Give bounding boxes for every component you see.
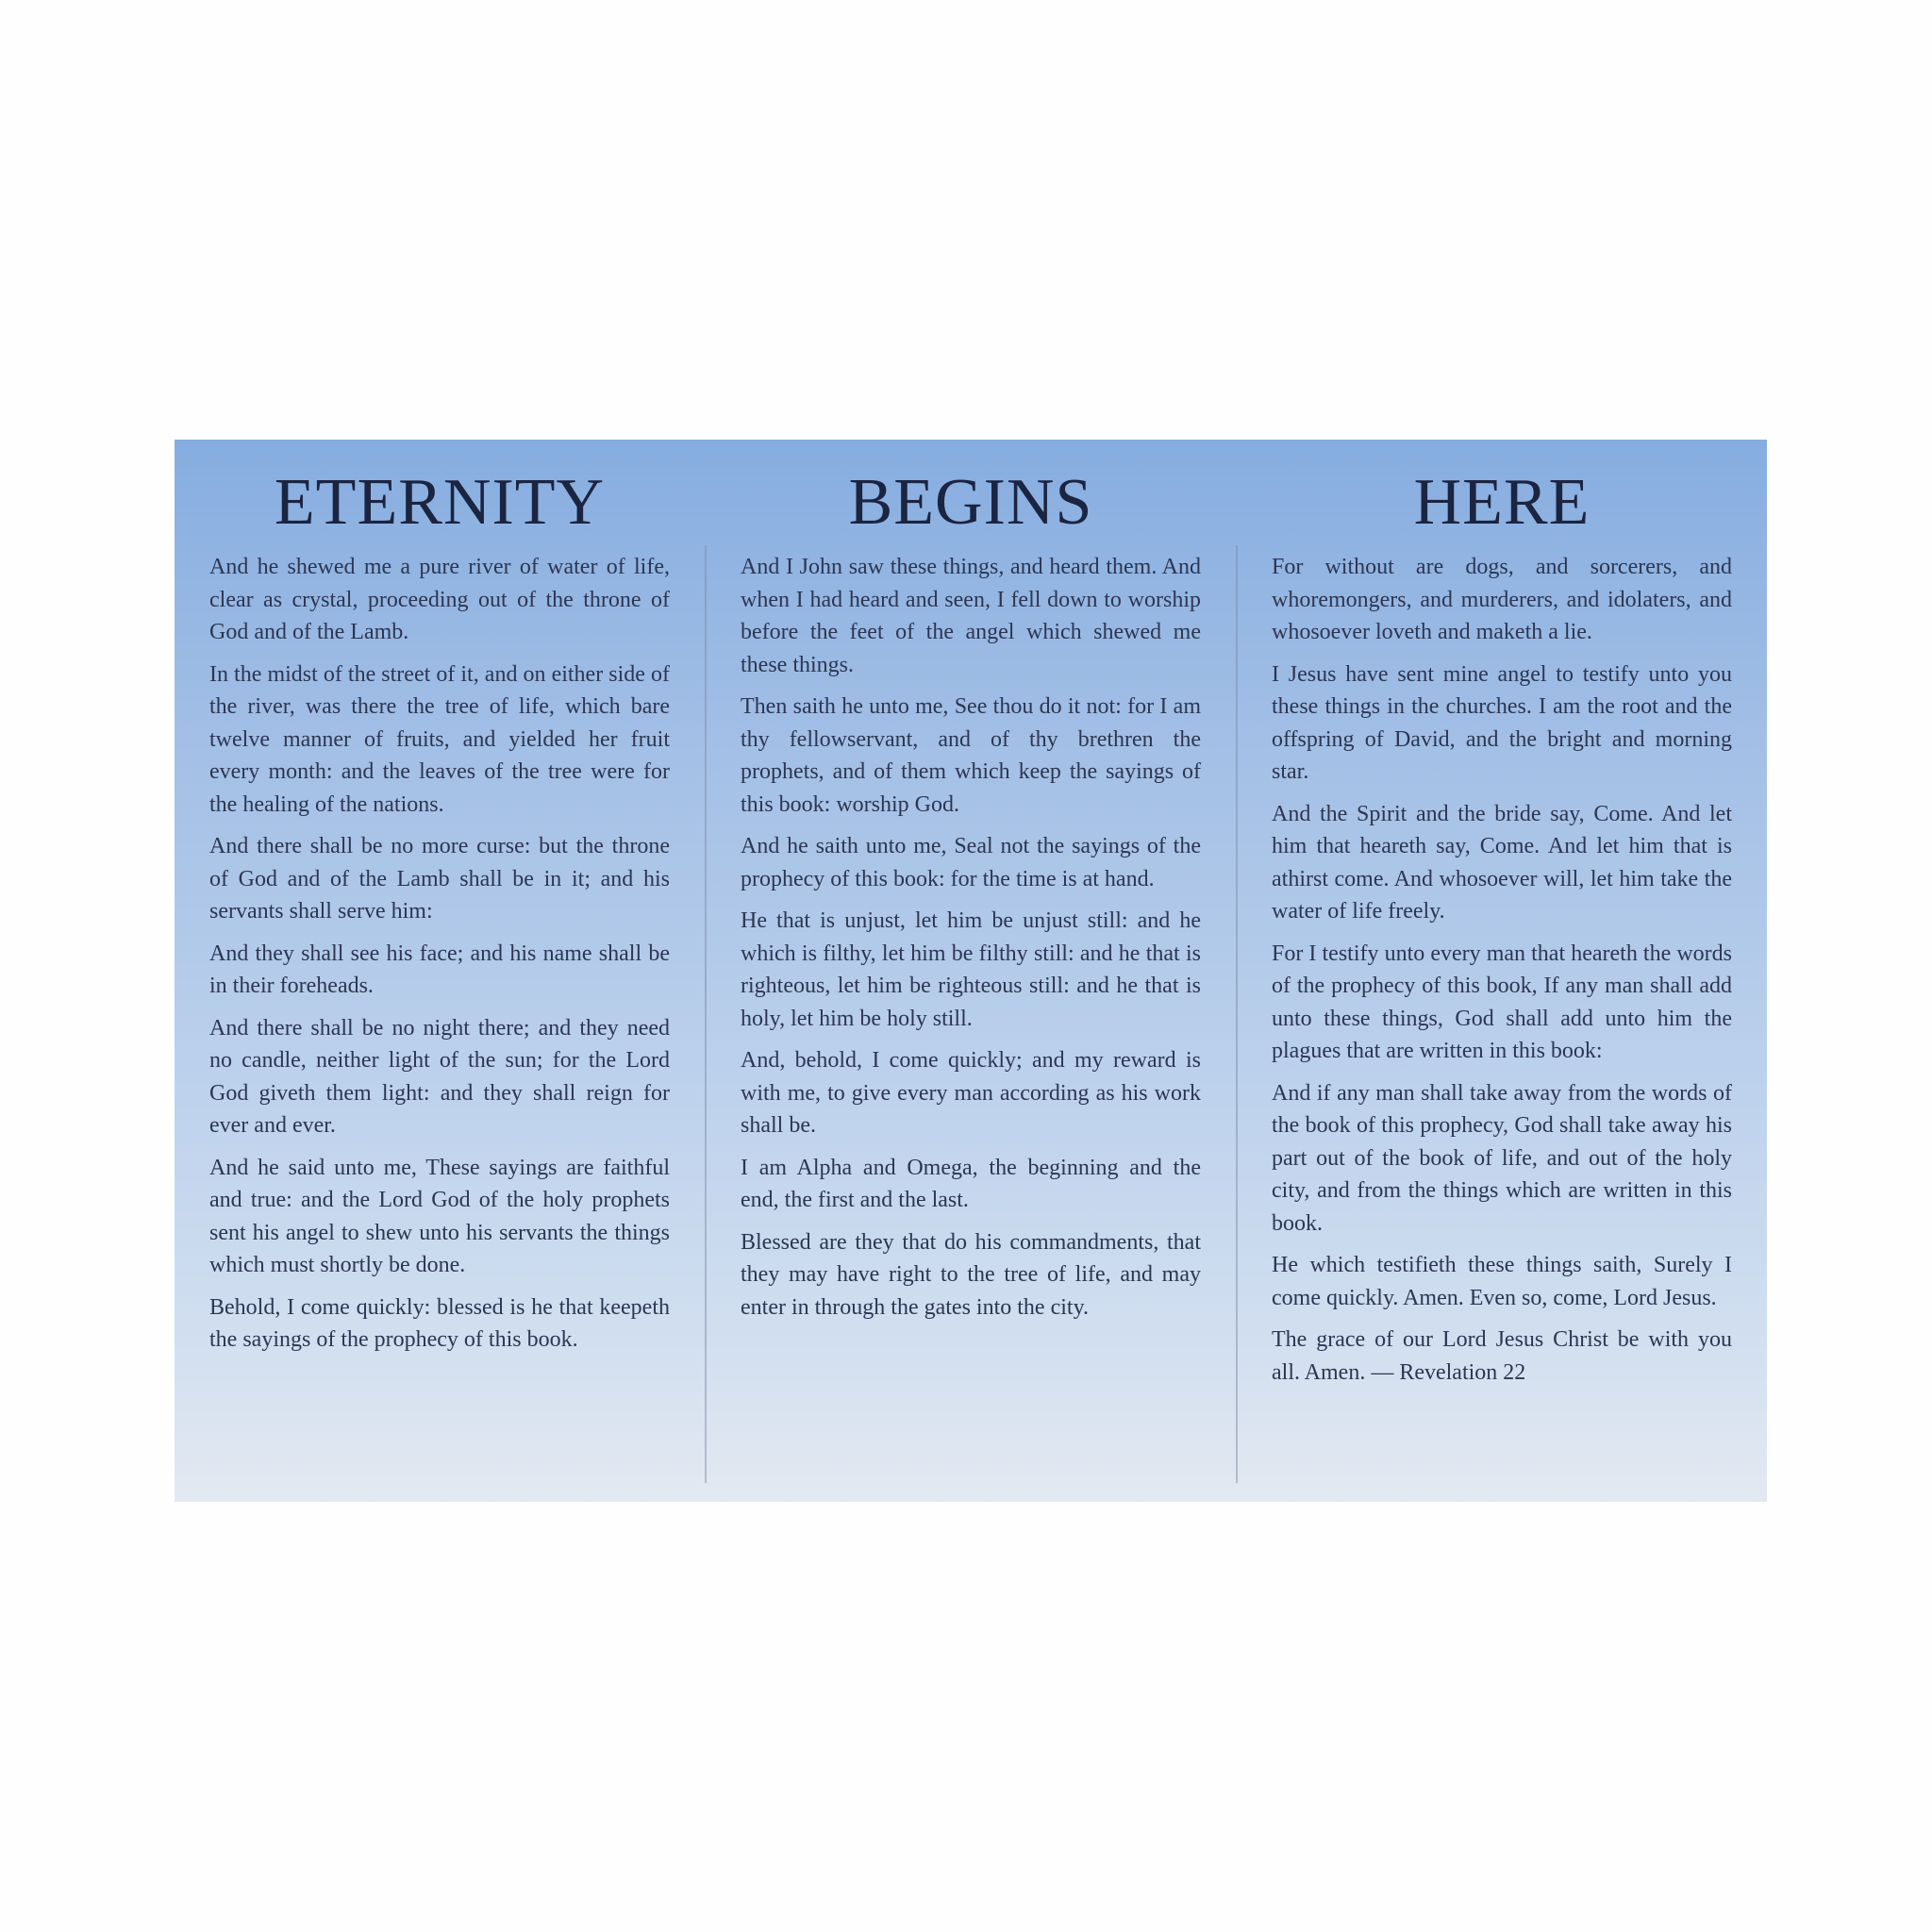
verse-paragraph: And he saith unto me, Seal not the sayings of the prophecy of this book: for the time is at hand. xyxy=(741,834,1201,891)
column-heading: BEGINS xyxy=(848,466,1093,539)
verse-paragraph: For without are dogs, and sorcerers, and whoremongers, and murderers, and idolaters, and whosoever loveth and maketh a lie. xyxy=(1272,555,1732,644)
verse-paragraph: In the midst of the street of it, and on either side of the river, was there the tree of life, which bare twelve manner of fruits, and yielded her fruit every month: and the leaves of the tree were for the healing of the nations. xyxy=(209,661,670,817)
verse-paragraph: Blessed are they that do his commandments, that they may have right to the tree of life, and may enter in through the gates into the city. xyxy=(741,1229,1201,1320)
verse-paragraph: And the Spirit and the bride say, Come. And let him that heareth say, Come. And let him that is athirst come. And whosoever will, let him take the water of life freely. xyxy=(1272,801,1732,924)
verse-paragraph: The grace of our Lord Jesus Christ be with you all. Amen. — Revelation 22 xyxy=(1272,1327,1732,1385)
verse-paragraph: And there shall be no more curse: but the throne of God and of the Lamb shall be in it; and his servants shall serve him: xyxy=(209,834,670,924)
column-heading: HERE xyxy=(1413,466,1591,539)
verse-paragraph: And he shewed me a pure river of water of life, clear as crystal, proceeding out of the throne of God and of the Lamb. xyxy=(209,555,670,644)
verse-paragraph: He which testifieth these things saith, Surely I come quickly. Amen. Even so, come, Lord Jesus. xyxy=(1272,1253,1732,1310)
verse-paragraph: And if any man shall take away from the words of the book of this prophecy, God shall take away his part out of the book of life, and out of the holy city, and from the things which are written in this book. xyxy=(1272,1080,1732,1236)
verse-paragraph: He that is unjust, let him be unjust still: and he which is filthy, let him be filthy still: and he that is righteous, let him be righteous still: and he that is holy, let him be holy still. xyxy=(741,908,1201,1031)
verse-paragraph: And there shall be no night there; and they need no candle, neither light of the sun; for the Lord God giveth them light: and they shall reign for ever and ever. xyxy=(209,1015,670,1138)
verse-list xyxy=(209,551,670,1366)
verse-list xyxy=(741,551,1201,1333)
column-here xyxy=(1237,440,1767,1502)
column-begins xyxy=(706,440,1236,1502)
verse-paragraph: And he said unto me, These sayings are faithful and true: and the Lord God of the holy prophets sent his angel to shew unto his servants the things which must shortly be done. xyxy=(209,1155,670,1277)
column-eternity xyxy=(175,440,705,1502)
column-heading: ETERNITY xyxy=(274,466,606,539)
verse-paragraph: Behold, I come quickly: blessed is he that keepeth the sayings of the prophecy of this book. xyxy=(209,1294,670,1352)
verse-paragraph: And, behold, I come quickly; and my reward is with me, to give every man according as his work shall be. xyxy=(741,1048,1201,1138)
verse-paragraph: And I John saw these things, and heard them. And when I had heard and seen, I fell down to worship before the feet of the angel which shewed me these things. xyxy=(741,555,1201,677)
verse-paragraph: For I testify unto every man that heareth the words of the prophecy of this book, If any man shall add unto these things, God shall add unto him the plagues that are written in this book: xyxy=(1272,941,1732,1063)
verse-paragraph: Then saith he unto me, See thou do it not: for I am thy fellowservant, and of thy brethren the prophets, and of them which keep the sayings of this book: worship God. xyxy=(741,694,1201,817)
verse-paragraph: I Jesus have sent mine angel to testify unto you these things in the churches. I am the root and the offspring of David, and the bright and morning star. xyxy=(1272,661,1732,784)
scripture-poster xyxy=(175,440,1767,1502)
verse-paragraph: I am Alpha and Omega, the beginning and the end, the first and the last. xyxy=(741,1155,1201,1212)
verse-list xyxy=(1272,551,1732,1398)
verse-paragraph: And they shall see his face; and his name shall be in their foreheads. xyxy=(209,941,670,998)
